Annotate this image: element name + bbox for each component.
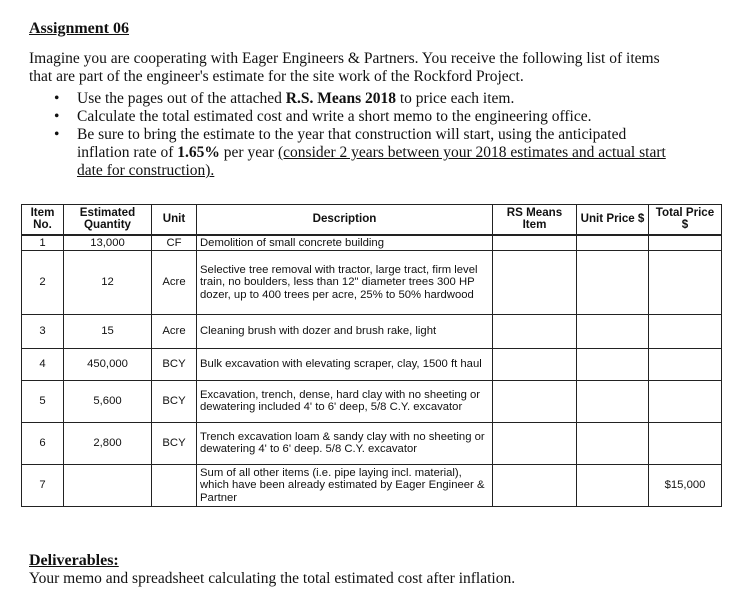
cell-unit: Acre [152, 314, 197, 348]
table-row [22, 348, 722, 380]
table-row [22, 314, 722, 348]
table-row [22, 464, 722, 506]
cell-quantity: 450,000 [64, 348, 152, 380]
cell-quantity [64, 464, 152, 506]
cell-description: Sum of all other items (i.e. pipe laying incl. material), which have been already estimated by Eager Engineer & Partner [197, 464, 493, 506]
instruction-text: Be sure to bring the estimate to the year that construction will start, using the anticipated inflation rate of [77, 126, 627, 161]
cell-unit-price [577, 464, 649, 506]
cell-rs-means [493, 422, 577, 464]
deliverables-heading: Deliverables: [29, 552, 119, 569]
bullet-icon: • [54, 126, 60, 143]
header-quantity: Estimated Quantity [64, 205, 152, 235]
cell-unit: CF [152, 235, 197, 251]
header-unit-price: Unit Price $ [577, 205, 649, 235]
instruction-item [50, 108, 670, 126]
cell-unit-price [577, 250, 649, 314]
instruction-text: Calculate the total estimated cost and write a short memo to the engineering office. [77, 108, 592, 125]
assignment-heading: Assignment 06 [29, 20, 130, 37]
estimate-table [21, 204, 722, 507]
table-row [22, 380, 722, 422]
instruction-underlined: (consider 2 years between your 2018 estimates and actual start date for construction). [77, 144, 666, 179]
cell-unit: BCY [152, 348, 197, 380]
table-header-row [22, 205, 722, 235]
instruction-text: to price each item. [395, 90, 515, 107]
header-item-no: Item No. [22, 205, 64, 235]
cell-description: Demolition of small concrete building [197, 235, 493, 251]
cell-item-no: 2 [22, 250, 64, 314]
cell-unit-price [577, 380, 649, 422]
cell-item-no: 5 [22, 380, 64, 422]
cell-unit [152, 464, 197, 506]
cell-unit: BCY [152, 422, 197, 464]
cell-rs-means [493, 464, 577, 506]
cell-rs-means [493, 348, 577, 380]
cell-item-no: 6 [22, 422, 64, 464]
instruction-item [50, 90, 670, 108]
cell-unit-price [577, 314, 649, 348]
instruction-text: Use the pages out of the attached [77, 90, 286, 107]
cell-rs-means [493, 314, 577, 348]
cell-total-price [649, 380, 722, 422]
table-row [22, 250, 722, 314]
cell-description: Cleaning brush with dozer and brush rake, light [197, 314, 493, 348]
instruction-bold: 1.65% [177, 144, 220, 161]
header-rs-means: RS Means Item [493, 205, 577, 235]
cell-unit: Acre [152, 250, 197, 314]
deliverables-text: Your memo and spreadsheet calculating the total estimated cost after inflation. [29, 570, 516, 587]
cell-total-price: $15,000 [649, 464, 722, 506]
cell-total-price [649, 235, 722, 251]
cell-quantity: 13,000 [64, 235, 152, 251]
table-row [22, 422, 722, 464]
header-description: Description [197, 205, 493, 235]
cell-description: Trench excavation loam & sandy clay with no sheeting or dewatering 4' to 6' deep. 5/8 C.Y. excavator [197, 422, 493, 464]
cell-total-price [649, 348, 722, 380]
cell-item-no: 7 [22, 464, 64, 506]
cell-unit-price [577, 348, 649, 380]
instruction-text: per year [219, 144, 278, 161]
cell-unit: BCY [152, 380, 197, 422]
cell-item-no: 3 [22, 314, 64, 348]
cell-description: Excavation, trench, dense, hard clay with no sheeting or dewatering included 4' to 6' deep, 5/8 C.Y. excavator [197, 380, 493, 422]
cell-total-price [649, 422, 722, 464]
cell-unit-price [577, 422, 649, 464]
cell-description: Bulk excavation with elevating scraper, clay, 1500 ft haul [197, 348, 493, 380]
cell-quantity: 12 [64, 250, 152, 314]
cell-quantity: 5,600 [64, 380, 152, 422]
instruction-list [50, 90, 670, 180]
intro-paragraph: Imagine you are cooperating with Eager Engineers & Partners. You receive the following list of items that are part of the engineer's estimate for the site work of the Rockford Project. [29, 50, 660, 85]
instruction-item [50, 126, 670, 180]
bullet-icon: • [54, 108, 60, 125]
cell-rs-means [493, 235, 577, 251]
cell-item-no: 4 [22, 348, 64, 380]
instruction-bold: R.S. Means 2018 [285, 90, 396, 107]
cell-rs-means [493, 250, 577, 314]
table-row [22, 235, 722, 251]
cell-item-no: 1 [22, 235, 64, 251]
cell-quantity: 2,800 [64, 422, 152, 464]
cell-total-price [649, 250, 722, 314]
cell-description: Selective tree removal with tractor, large tract, firm level train, no boulders, less than 12" diameter trees 300 HP dozer, up to 400 trees per acre, 25% to 50% hardwood [197, 250, 493, 314]
header-unit: Unit [152, 205, 197, 235]
cell-total-price [649, 314, 722, 348]
cell-rs-means [493, 380, 577, 422]
header-total-price: Total Price $ [649, 205, 722, 235]
cell-unit-price [577, 235, 649, 251]
cell-quantity: 15 [64, 314, 152, 348]
bullet-icon: • [54, 90, 60, 107]
